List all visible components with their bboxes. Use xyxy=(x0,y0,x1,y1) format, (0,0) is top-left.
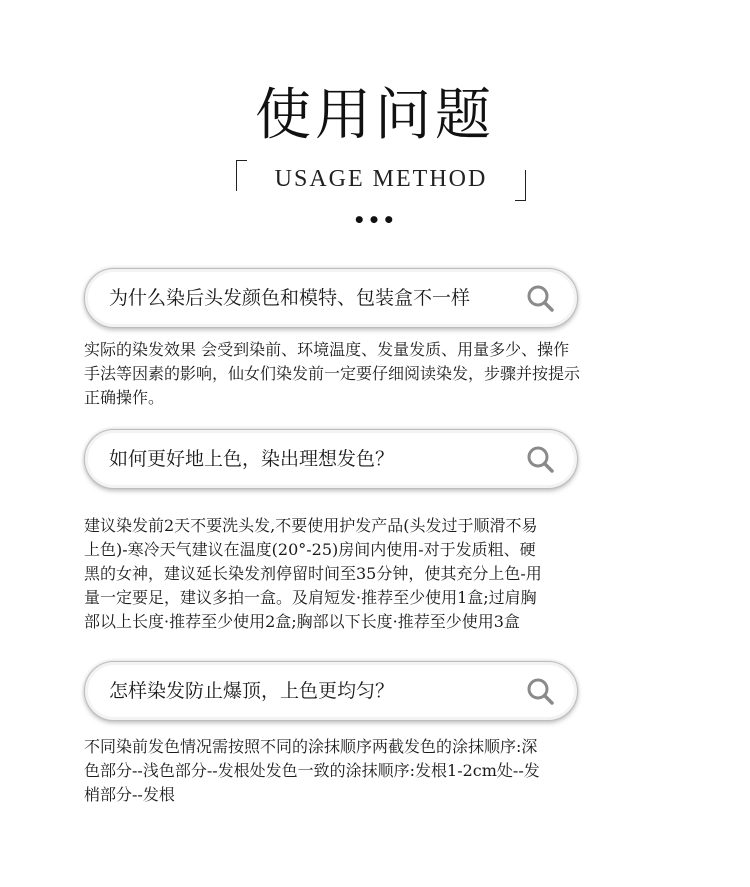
answer-line: 上色)-寒冷天气建议在温度(20°-25)房间内使用-对于发质粗、硬 xyxy=(84,540,536,559)
answer-2 xyxy=(84,514,684,634)
page-title: 使用问题 xyxy=(255,83,495,148)
search-icon xyxy=(525,444,555,474)
bracket-right xyxy=(515,170,526,201)
question-text: 怎样染发防止爆顶，上色更均匀？ xyxy=(109,680,395,702)
search-icon xyxy=(525,283,555,313)
answer-3 xyxy=(84,735,684,807)
answer-1 xyxy=(84,338,684,410)
answer-line: 手法等因素的影响，仙女们染发前一定要仔细阅读染发，步骤并按提示 xyxy=(84,364,581,383)
question-box-2[interactable] xyxy=(84,429,578,489)
search-icon xyxy=(525,676,555,706)
page-subtitle: USAGE METHOD xyxy=(274,166,488,192)
answer-line: 正确操作。 xyxy=(84,388,165,407)
subtitle-frame xyxy=(236,160,526,200)
answer-line: 部以上长度·推荐至少使用2盒;胸部以下长度·推荐至少使用3盒 xyxy=(84,612,520,631)
answer-line: 建议染发前2天不要洗头发,不要使用护发产品(头发过于顺滑不易 xyxy=(84,516,538,535)
question-box-1[interactable] xyxy=(84,268,578,328)
answer-line: 量一定要足，建议多拍一盒。及肩短发·推荐至少使用1盒;过肩胸 xyxy=(84,588,537,607)
question-box-3[interactable] xyxy=(84,661,578,721)
answer-line: 梢部分--发根 xyxy=(84,785,175,804)
answer-line: 色部分--浅色部分--发根处发色一致的涂抹顺序:发根1-2cm处--发 xyxy=(84,761,540,780)
question-text: 为什么染后头发颜色和模特、包装盒不一样 xyxy=(109,287,471,309)
dots-divider: ••• xyxy=(352,208,398,232)
question-text: 如何更好地上色，染出理想发色？ xyxy=(109,448,395,470)
answer-line: 不同染前发色情况需按照不同的涂抹顺序两截发色的涂抹顺序:深 xyxy=(84,737,538,756)
answer-line: 实际的染发效果 会受到染前、环境温度、发量发质、用量多少、操作 xyxy=(84,340,570,359)
answer-line: 黑的女神，建议延长染发剂停留时间至35分钟，使其充分上色-用 xyxy=(84,564,542,583)
